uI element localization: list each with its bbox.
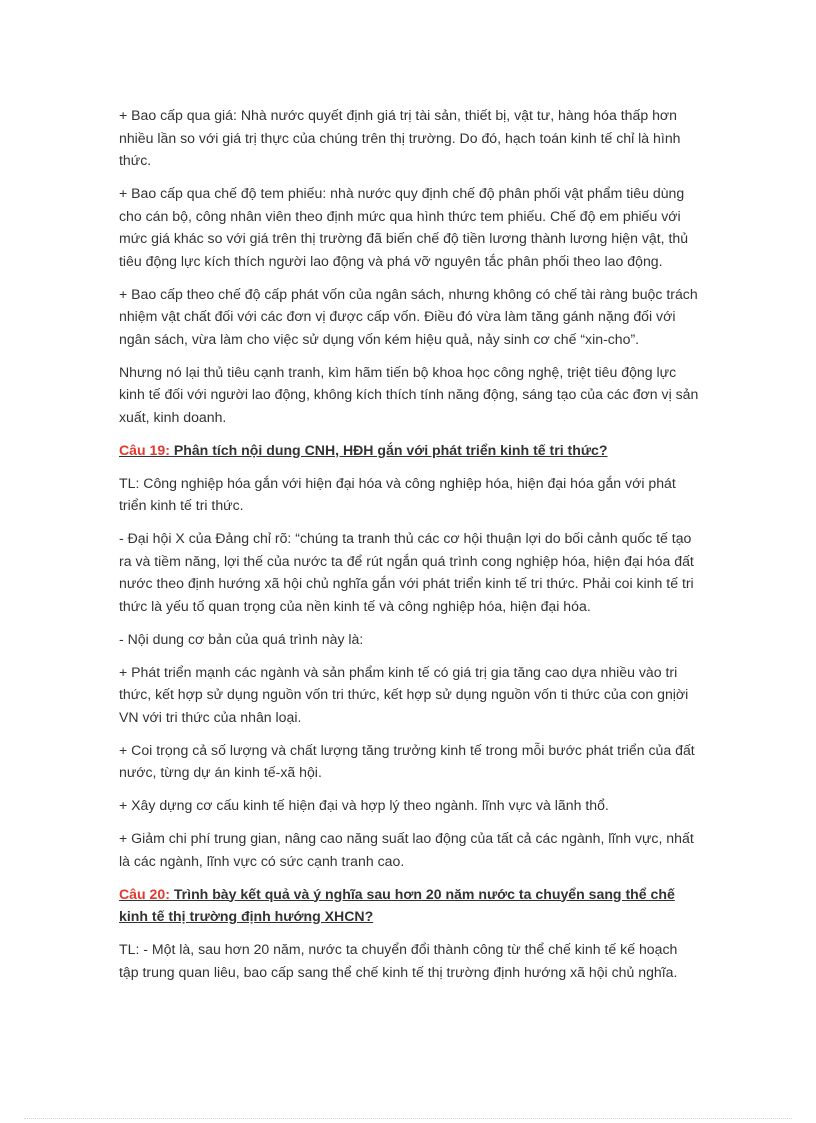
paragraph-subsidy-coupon: + Bao cấp qua chế độ tem phiếu: nhà nước quy định chế độ phân phối vật phẩm tiêu dùng cho cán bộ, công nhân viên theo định mức qua hình thức tem phiếu. Chế độ em phiếu với mức giá khác so với giá trên thị trường đã biến chế độ tiền lương thành lương hiện vật, thủ tiêu động lực kích thích người lao động và phá vỡ nguyên tắc phân phối theo lao động. xyxy=(119,185,689,269)
answer-19-point-4: + Giảm chi phí trung gian, nâng cao năng suất lao động của tất cả các ngành, lĩnh vực, nhất là các ngành, lĩnh vực có sức cạnh tranh cao. xyxy=(119,830,694,869)
answer-19-point-3: + Xây dựng cơ cấu kinh tế hiện đại và hợp lý theo ngành. lĩnh vực và lãnh thổ. xyxy=(119,797,609,813)
answer-19-content-intro: - Nội dung cơ bản của quá trình này là: xyxy=(119,630,364,647)
answer-19-point-2: + Coi trọng cả số lượng và chất lượng tăng trưởng kinh tế trong mỗi bước phát triển của đất nước, từng dự án kinh tế-xã hội. xyxy=(119,741,695,780)
page-bottom-divider xyxy=(24,1118,792,1119)
question-20-text: Trình bày kết quả và ý nghĩa sau hơn 20 năm nước ta chuyển sang thể chế kinh tế thị trường định hướng XHCN? xyxy=(119,885,675,924)
question-19-heading xyxy=(119,439,699,462)
answer-19-point-1: + Phát triển mạnh các ngành và sản phẩm kinh tế có giá trị gia tăng cao dựa nhiều vào tri thức, kết hợp sử dụng nguồn vốn tri thức, kết hợp sử dụng nguồn vốn ti thức của con gnịời VN với tri thức của nhân loại. xyxy=(119,663,689,725)
paragraph-subsidy-consequence: Nhưng nó lại thủ tiêu cạnh tranh, kìm hãm tiến bộ khoa học công nghệ, triệt tiêu động lực kinh tế đối với người lao động, không kích thích tính năng động, sáng tạo của các đơn vị sản xuất, kinh doanh. xyxy=(119,363,699,425)
question-19-text: Phân tích nội dung CNH, HĐH gắn với phát triển kinh tế tri thức? xyxy=(169,441,608,458)
answer-19-congress: - Đại hội X của Đảng chỉ rõ: “chúng ta tranh thủ các cơ hội thuận lợi do bối cảnh quốc tế tạo ra và tiềm năng, lợi thế của nước ta để rút ngắn quá trình cong nghiệp hóa, hiện đại hóa đất nước theo định hướng xã hội chủ nghĩa gắn với phát triển kinh tế tri thức. Phải coi kinh tế tri thức là yếu tố quan trọng của nền kinh tế và công nghiệp hóa, hiện đại hóa. xyxy=(119,530,694,614)
document-page xyxy=(119,104,699,994)
paragraph-subsidy-budget: + Bao cấp theo chế độ cấp phát vốn của ngân sách, nhưng không có chế tài ràng buộc trách nhiệm vật chất đối với các đơn vị được cấp vốn. Điều đó vừa làm tăng gánh nặng đối với ngân sách, vừa làm cho việc sử dụng vốn kém hiệu quả, nảy sinh cơ chế “xin-cho”. xyxy=(119,285,698,347)
answer-19-intro: TL: Công nghiệp hóa gắn với hiện đại hóa và công nghiệp hóa, hiện đại hóa gắn với phát triển kinh tế tri thức. xyxy=(119,474,676,513)
question-20-heading xyxy=(119,883,699,928)
answer-20-point-1: TL: - Một là, sau hơn 20 năm, nước ta chuyển đổi thành công từ thể chế kinh tế kế hoạch tập trung quan liêu, bao cấp sang thể chế kinh tế thị trường định hướng xã hội chủ nghĩa. xyxy=(119,941,678,980)
paragraph-subsidy-price: + Bao cấp qua giá: Nhà nước quyết định giá trị tài sản, thiết bị, vật tư, hàng hóa thấp hơn nhiều lần so với giá trị thực của chúng trên thị trường. Do đó, hạch toán kinh tế chỉ là hình thức. xyxy=(119,107,681,168)
question-19-label: Câu 19: xyxy=(119,441,170,458)
question-20-label: Câu 20: xyxy=(119,885,170,902)
